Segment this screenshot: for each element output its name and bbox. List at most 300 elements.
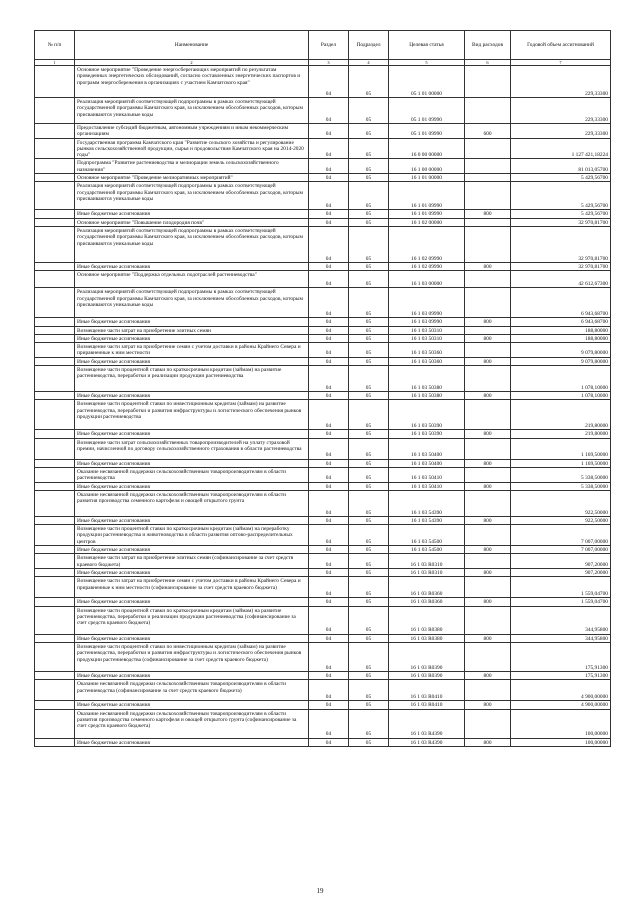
cell-vid: 800 bbox=[465, 569, 511, 577]
cell-name: Основное мероприятие "Проведение энергосберегающих мероприятий по результатам проведенных энергетических обследований, согласно составленных энергетических паспортов и программ энергосбережения в организациях с участием Камчатского края" bbox=[75, 66, 309, 98]
cell-razdel: 04 bbox=[309, 525, 349, 546]
cell-statya: 16 1 03 50390 bbox=[389, 400, 465, 430]
col-num-5: 5 bbox=[389, 60, 465, 66]
cell-name: Возмещение части затрат сельскохозяйственных товаропроизводителей на уплату страховой премии, начисленной по договору сельскохозяйственного страхования в области растениеводства bbox=[75, 438, 309, 459]
cell-number bbox=[35, 343, 75, 358]
cell-statya: 05 1 01 09990 bbox=[389, 98, 465, 124]
cell-amount: 100,00000 bbox=[511, 738, 611, 746]
cell-amount: 32 970,81700 bbox=[511, 218, 611, 226]
cell-amount: 5 429,56700 bbox=[511, 182, 611, 210]
cell-vid bbox=[465, 490, 511, 516]
document-page bbox=[34, 30, 610, 747]
cell-number bbox=[35, 138, 75, 159]
cell-name: Иные бюджетные ассигнования bbox=[75, 569, 309, 577]
cell-vid bbox=[465, 680, 511, 701]
cell-number bbox=[35, 357, 75, 365]
cell-name: Возмещение части процентной ставки по краткосрочным кредитам (займам) на развитие растениеводства, переработки и реализации продукции растениеводства (софинансирование за счет средств краевого бюджета) bbox=[75, 606, 309, 634]
cell-statya: 16 1 03 R0410 bbox=[389, 680, 465, 701]
cell-podrazdel: 05 bbox=[349, 490, 389, 516]
cell-amount: 229,33300 bbox=[511, 98, 611, 124]
cell-statya: 16 0 00 00000 bbox=[389, 138, 465, 159]
cell-vid: 800 bbox=[465, 357, 511, 365]
cell-vid: 800 bbox=[465, 598, 511, 606]
table-row bbox=[35, 226, 611, 262]
cell-razdel: 04 bbox=[309, 459, 349, 467]
cell-name: Иные бюджетные ассигнования bbox=[75, 598, 309, 606]
table-row bbox=[35, 182, 611, 210]
cell-podrazdel: 05 bbox=[349, 182, 389, 210]
cell-amount: 219,80000 bbox=[511, 400, 611, 430]
cell-podrazdel: 05 bbox=[349, 709, 389, 738]
cell-statya: 16 1 03 50410 bbox=[389, 467, 465, 482]
cell-podrazdel: 05 bbox=[349, 326, 389, 334]
cell-razdel: 04 bbox=[309, 366, 349, 392]
cell-statya: 16 1 03 50410 bbox=[389, 482, 465, 490]
cell-number bbox=[35, 516, 75, 524]
cell-amount: 6 943,68700 bbox=[511, 318, 611, 326]
cell-vid: 800 bbox=[465, 334, 511, 342]
cell-podrazdel: 05 bbox=[349, 210, 389, 218]
table-row bbox=[35, 334, 611, 342]
table-row bbox=[35, 569, 611, 577]
cell-statya: 16 1 03 50360 bbox=[389, 357, 465, 365]
cell-podrazdel: 05 bbox=[349, 598, 389, 606]
cell-name: Иные бюджетные ассигнования bbox=[75, 671, 309, 679]
cell-name: Иные бюджетные ассигнования bbox=[75, 634, 309, 642]
cell-statya: 16 1 03 R0380 bbox=[389, 634, 465, 642]
cell-name: Основное мероприятие "Поддержка отдельных подотраслей растениеводства" bbox=[75, 271, 309, 288]
cell-statya: 16 1 03 54500 bbox=[389, 525, 465, 546]
cell-razdel: 04 bbox=[309, 288, 349, 318]
table-row bbox=[35, 343, 611, 358]
cell-vid: 800 bbox=[465, 430, 511, 438]
cell-amount: 188,80000 bbox=[511, 326, 611, 334]
cell-podrazdel: 05 bbox=[349, 671, 389, 679]
table-row bbox=[35, 738, 611, 746]
cell-statya: 16 1 03 09990 bbox=[389, 318, 465, 326]
cell-razdel: 04 bbox=[309, 318, 349, 326]
cell-name: Возмещение части процентной ставки по инвестиционным кредитам (займам) на развитие растениеводства, переработки и развития инфраструктуры и логистического обеспечения рынков продукции растениеводства (софинансирование за счет средств краевого бюджета) bbox=[75, 642, 309, 671]
table-body bbox=[35, 66, 611, 747]
cell-name: Реализация мероприятий соответствующей подпрограммы в рамках соответствующей государственной программы Камчатского края, за исключением обособленных расходов, которым присваиваются уникальные коды bbox=[75, 98, 309, 124]
cell-podrazdel: 05 bbox=[349, 482, 389, 490]
cell-name: Оказание несвязанной поддержки сельскохозяйственным товаропроизводителям в области развития производства семенного картофеля и овощей открытого грунта (софинансирование за счет средств краевого бюджета) bbox=[75, 709, 309, 738]
cell-podrazdel: 05 bbox=[349, 634, 389, 642]
cell-name: Реализация мероприятий соответствующей подпрограммы в рамках соответствующей государственной программы Камчатского края, за исключением обособленных расходов, которым присваиваются уникальные коды bbox=[75, 182, 309, 210]
table-row bbox=[35, 366, 611, 392]
cell-vid bbox=[465, 182, 511, 210]
cell-podrazdel: 05 bbox=[349, 66, 389, 98]
table-row bbox=[35, 174, 611, 182]
cell-razdel: 04 bbox=[309, 98, 349, 124]
cell-statya: 16 1 03 09990 bbox=[389, 288, 465, 318]
cell-razdel: 04 bbox=[309, 430, 349, 438]
cell-podrazdel: 05 bbox=[349, 680, 389, 701]
cell-podrazdel: 05 bbox=[349, 459, 389, 467]
cell-name: Возмещение части затрат на приобретение семян с учетом доставки в районы Крайнего Севера и приравненные к ним местности bbox=[75, 343, 309, 358]
cell-podrazdel: 05 bbox=[349, 554, 389, 569]
table-row bbox=[35, 218, 611, 226]
table-row bbox=[35, 634, 611, 642]
cell-name: Подпрограмма "Развитие растениеводства и мелиорации земель сельскохозяйственного назначения" bbox=[75, 159, 309, 174]
cell-statya: 16 1 03 R0380 bbox=[389, 606, 465, 634]
table-row bbox=[35, 490, 611, 516]
cell-amount: 344,95800 bbox=[511, 606, 611, 634]
table-row bbox=[35, 262, 611, 270]
cell-statya: 16 1 03 50310 bbox=[389, 334, 465, 342]
cell-vid bbox=[465, 343, 511, 358]
cell-razdel: 04 bbox=[309, 262, 349, 270]
cell-amount: 100,00000 bbox=[511, 709, 611, 738]
header-statya: Целевая статья bbox=[389, 31, 465, 60]
cell-podrazdel: 05 bbox=[349, 642, 389, 671]
cell-name: Иные бюджетные ассигнования bbox=[75, 318, 309, 326]
cell-statya: 16 1 02 00000 bbox=[389, 218, 465, 226]
cell-vid: 800 bbox=[465, 210, 511, 218]
cell-number bbox=[35, 577, 75, 598]
cell-vid bbox=[465, 288, 511, 318]
table-row bbox=[35, 271, 611, 288]
cell-vid: 800 bbox=[465, 262, 511, 270]
cell-razdel: 04 bbox=[309, 482, 349, 490]
header-name: Наименование bbox=[75, 31, 309, 60]
cell-number bbox=[35, 569, 75, 577]
cell-statya: 16 1 03 50360 bbox=[389, 343, 465, 358]
cell-razdel: 04 bbox=[309, 343, 349, 358]
cell-podrazdel: 05 bbox=[349, 288, 389, 318]
table-row bbox=[35, 459, 611, 467]
cell-number bbox=[35, 482, 75, 490]
cell-amount: 7 007,00000 bbox=[511, 546, 611, 554]
cell-razdel: 04 bbox=[309, 671, 349, 679]
cell-podrazdel: 05 bbox=[349, 262, 389, 270]
cell-name: Иные бюджетные ассигнования bbox=[75, 430, 309, 438]
cell-number bbox=[35, 218, 75, 226]
table-row bbox=[35, 525, 611, 546]
table-row bbox=[35, 430, 611, 438]
cell-podrazdel: 05 bbox=[349, 218, 389, 226]
cell-statya: 16 1 03 R4390 bbox=[389, 738, 465, 746]
cell-number bbox=[35, 326, 75, 334]
cell-vid: 600 bbox=[465, 124, 511, 139]
cell-number bbox=[35, 680, 75, 701]
cell-vid: 800 bbox=[465, 634, 511, 642]
cell-razdel: 04 bbox=[309, 174, 349, 182]
table-row bbox=[35, 357, 611, 365]
cell-statya: 05 1 01 09990 bbox=[389, 124, 465, 139]
cell-name: Реализация мероприятий соответствующей подпрограммы в рамках соответствующей государственной программы Камчатского края, за исключением обособленных расходов, которым присваиваются уникальные коды bbox=[75, 288, 309, 318]
cell-razdel: 04 bbox=[309, 218, 349, 226]
cell-statya: 16 1 01 09990 bbox=[389, 182, 465, 210]
cell-amount: 1 559,04700 bbox=[511, 577, 611, 598]
cell-statya: 16 1 03 R0310 bbox=[389, 569, 465, 577]
cell-number bbox=[35, 159, 75, 174]
cell-number bbox=[35, 467, 75, 482]
cell-podrazdel: 05 bbox=[349, 606, 389, 634]
cell-podrazdel: 05 bbox=[349, 174, 389, 182]
cell-razdel: 04 bbox=[309, 598, 349, 606]
cell-number bbox=[35, 366, 75, 392]
cell-statya: 16 1 03 54500 bbox=[389, 546, 465, 554]
cell-number bbox=[35, 318, 75, 326]
cell-amount: 5 429,56700 bbox=[511, 174, 611, 182]
cell-vid: 800 bbox=[465, 516, 511, 524]
cell-razdel: 04 bbox=[309, 159, 349, 174]
cell-vid bbox=[465, 438, 511, 459]
cell-podrazdel: 05 bbox=[349, 701, 389, 709]
table-row bbox=[35, 210, 611, 218]
table-row bbox=[35, 598, 611, 606]
cell-statya: 16 1 03 00000 bbox=[389, 271, 465, 288]
cell-statya: 16 1 00 00000 bbox=[389, 159, 465, 174]
cell-amount: 6 943,68700 bbox=[511, 288, 611, 318]
cell-razdel: 04 bbox=[309, 392, 349, 400]
cell-number bbox=[35, 226, 75, 262]
cell-statya: 16 1 01 09990 bbox=[389, 210, 465, 218]
cell-vid bbox=[465, 467, 511, 482]
cell-razdel: 04 bbox=[309, 606, 349, 634]
cell-podrazdel: 05 bbox=[349, 357, 389, 365]
header-amount: Годовой объем ассигнований bbox=[511, 31, 611, 60]
cell-name: Предоставление субсидий бюджетным, автономным учреждениям и иным некоммерческим организациям bbox=[75, 124, 309, 139]
cell-statya: 16 1 03 54390 bbox=[389, 490, 465, 516]
cell-amount: 7 007,00000 bbox=[511, 525, 611, 546]
col-num-4: 4 bbox=[349, 60, 389, 66]
table-row bbox=[35, 124, 611, 139]
cell-amount: 175,91300 bbox=[511, 642, 611, 671]
cell-amount: 1 169,50000 bbox=[511, 459, 611, 467]
cell-number bbox=[35, 288, 75, 318]
cell-amount: 9 079,80000 bbox=[511, 357, 611, 365]
cell-statya: 16 1 03 50400 bbox=[389, 438, 465, 459]
cell-number bbox=[35, 430, 75, 438]
cell-podrazdel: 05 bbox=[349, 516, 389, 524]
cell-name: Возмещение части процентной ставки по инвестиционным кредитам (займам) на развитие растениеводства, переработки и развития инфраструктуры и логистического обеспечения рынков продукции растениеводства bbox=[75, 400, 309, 430]
cell-razdel: 04 bbox=[309, 271, 349, 288]
table-row bbox=[35, 138, 611, 159]
table-row bbox=[35, 66, 611, 98]
cell-statya: 16 1 02 09990 bbox=[389, 262, 465, 270]
cell-vid: 800 bbox=[465, 482, 511, 490]
cell-name: Иные бюджетные ассигнования bbox=[75, 262, 309, 270]
cell-podrazdel: 05 bbox=[349, 577, 389, 598]
cell-number bbox=[35, 334, 75, 342]
col-num-2: 2 bbox=[75, 60, 309, 66]
cell-vid: 800 bbox=[465, 459, 511, 467]
cell-statya: 16 1 03 R0390 bbox=[389, 642, 465, 671]
cell-name: Возмещение части затрат на приобретение элитных семян (софинансирование за счет средств краевого бюджета) bbox=[75, 554, 309, 569]
cell-number bbox=[35, 271, 75, 288]
cell-number bbox=[35, 634, 75, 642]
cell-vid: 800 bbox=[465, 738, 511, 746]
cell-vid: 800 bbox=[465, 318, 511, 326]
cell-number bbox=[35, 701, 75, 709]
col-num-6: 6 bbox=[465, 60, 511, 66]
cell-amount: 32 970,81700 bbox=[511, 226, 611, 262]
cell-number bbox=[35, 459, 75, 467]
cell-podrazdel: 05 bbox=[349, 392, 389, 400]
cell-name: Иные бюджетные ассигнования bbox=[75, 701, 309, 709]
cell-number bbox=[35, 490, 75, 516]
cell-vid bbox=[465, 525, 511, 546]
cell-statya: 16 1 03 50310 bbox=[389, 326, 465, 334]
cell-podrazdel: 05 bbox=[349, 343, 389, 358]
cell-vid: 800 bbox=[465, 546, 511, 554]
cell-name: Возмещение части затрат на приобретение элитных семян bbox=[75, 326, 309, 334]
cell-podrazdel: 05 bbox=[349, 159, 389, 174]
cell-podrazdel: 05 bbox=[349, 271, 389, 288]
table-row bbox=[35, 606, 611, 634]
cell-razdel: 04 bbox=[309, 516, 349, 524]
cell-name: Иные бюджетные ассигнования bbox=[75, 357, 309, 365]
cell-razdel: 04 bbox=[309, 226, 349, 262]
cell-podrazdel: 05 bbox=[349, 138, 389, 159]
cell-name: Государственная программа Камчатского края "Развитие сельского хозяйства и регулирование рынков сельскохозяйственной продукции, сырья и продовольствия Камчатского края на 2014-2020 годы" bbox=[75, 138, 309, 159]
header-vid: Вид расходов bbox=[465, 31, 511, 60]
cell-name: Иные бюджетные ассигнования bbox=[75, 482, 309, 490]
cell-podrazdel: 05 bbox=[349, 334, 389, 342]
cell-vid bbox=[465, 98, 511, 124]
cell-amount: 922,50000 bbox=[511, 490, 611, 516]
cell-vid bbox=[465, 138, 511, 159]
cell-vid: 800 bbox=[465, 701, 511, 709]
table-row bbox=[35, 467, 611, 482]
cell-amount: 81 013,05700 bbox=[511, 159, 611, 174]
table-row bbox=[35, 516, 611, 524]
cell-number bbox=[35, 642, 75, 671]
table-row bbox=[35, 577, 611, 598]
cell-name: Иные бюджетные ассигнования bbox=[75, 738, 309, 746]
cell-amount: 9 079,80000 bbox=[511, 343, 611, 358]
cell-name: Иные бюджетные ассигнования bbox=[75, 334, 309, 342]
cell-razdel: 04 bbox=[309, 738, 349, 746]
cell-name: Возмещение части затрат на приобретение семян с учетом доставки в районы Крайнего Севера и приравненные к ним местности (софинансирование за счет средств краевого бюджета) bbox=[75, 577, 309, 598]
cell-number bbox=[35, 124, 75, 139]
col-num-1: 1 bbox=[35, 60, 75, 66]
cell-amount: 907,20000 bbox=[511, 569, 611, 577]
cell-podrazdel: 05 bbox=[349, 438, 389, 459]
cell-amount: 175,91300 bbox=[511, 671, 611, 679]
cell-podrazdel: 05 bbox=[349, 569, 389, 577]
cell-podrazdel: 05 bbox=[349, 738, 389, 746]
table-row bbox=[35, 392, 611, 400]
cell-name: Возмещение части процентной ставки по краткосрочным кредитам (займам) на переработку продукции растениеводства и животноводства в области развития оптово-распределительных центров bbox=[75, 525, 309, 546]
cell-podrazdel: 05 bbox=[349, 467, 389, 482]
cell-amount: 1 127 421,18224 bbox=[511, 138, 611, 159]
cell-name: Оказание несвязанной поддержки сельскохозяйственным товаропроизводителям в области растениеводства bbox=[75, 467, 309, 482]
cell-statya: 16 1 03 50390 bbox=[389, 430, 465, 438]
cell-vid bbox=[465, 159, 511, 174]
header-number: № п/п bbox=[35, 31, 75, 60]
cell-number bbox=[35, 400, 75, 430]
cell-razdel: 04 bbox=[309, 709, 349, 738]
cell-statya: 16 1 03 R0310 bbox=[389, 554, 465, 569]
cell-podrazdel: 05 bbox=[349, 400, 389, 430]
cell-name: Иные бюджетные ассигнования bbox=[75, 516, 309, 524]
cell-number bbox=[35, 738, 75, 746]
cell-razdel: 04 bbox=[309, 210, 349, 218]
cell-amount: 1 078,10000 bbox=[511, 366, 611, 392]
cell-number bbox=[35, 262, 75, 270]
header-podrazdel: Подраздел bbox=[349, 31, 389, 60]
cell-vid bbox=[465, 366, 511, 392]
cell-number bbox=[35, 98, 75, 124]
cell-vid bbox=[465, 326, 511, 334]
cell-amount: 5 338,50000 bbox=[511, 482, 611, 490]
cell-razdel: 04 bbox=[309, 138, 349, 159]
table-row bbox=[35, 159, 611, 174]
cell-vid bbox=[465, 218, 511, 226]
table-row bbox=[35, 546, 611, 554]
cell-razdel: 04 bbox=[309, 66, 349, 98]
cell-name: Возмещение части процентной ставки по краткосрочным кредитам (займам) на развитие растениеводства, переработки и реализации продукции растениеводства bbox=[75, 366, 309, 392]
cell-podrazdel: 05 bbox=[349, 366, 389, 392]
cell-podrazdel: 05 bbox=[349, 546, 389, 554]
cell-name: Основное мероприятие "Повышение плодородия почв" bbox=[75, 218, 309, 226]
cell-statya: 05 1 01 00000 bbox=[389, 66, 465, 98]
cell-statya: 16 1 03 50380 bbox=[389, 366, 465, 392]
cell-statya: 16 1 03 R0410 bbox=[389, 701, 465, 709]
cell-podrazdel: 05 bbox=[349, 318, 389, 326]
cell-razdel: 04 bbox=[309, 569, 349, 577]
cell-number bbox=[35, 174, 75, 182]
cell-statya: 16 1 03 50400 bbox=[389, 459, 465, 467]
table-row bbox=[35, 438, 611, 459]
col-num-7: 7 bbox=[511, 60, 611, 66]
cell-razdel: 04 bbox=[309, 546, 349, 554]
cell-number bbox=[35, 598, 75, 606]
table-row bbox=[35, 701, 611, 709]
cell-amount: 4 900,00000 bbox=[511, 701, 611, 709]
cell-amount: 229,33300 bbox=[511, 124, 611, 139]
table-row bbox=[35, 326, 611, 334]
cell-statya: 16 1 01 00000 bbox=[389, 174, 465, 182]
cell-statya: 16 1 03 54390 bbox=[389, 516, 465, 524]
cell-podrazdel: 05 bbox=[349, 430, 389, 438]
table-row bbox=[35, 680, 611, 701]
cell-razdel: 04 bbox=[309, 490, 349, 516]
cell-number bbox=[35, 709, 75, 738]
cell-amount: 5 429,56700 bbox=[511, 210, 611, 218]
cell-vid: 800 bbox=[465, 671, 511, 679]
cell-statya: 16 1 03 R4390 bbox=[389, 709, 465, 738]
col-num-3: 3 bbox=[309, 60, 349, 66]
page-number: 19 bbox=[316, 887, 324, 895]
cell-number bbox=[35, 606, 75, 634]
table-row bbox=[35, 554, 611, 569]
cell-razdel: 04 bbox=[309, 357, 349, 365]
cell-razdel: 04 bbox=[309, 554, 349, 569]
cell-amount: 219,80000 bbox=[511, 430, 611, 438]
cell-statya: 16 1 03 R0360 bbox=[389, 598, 465, 606]
budget-table bbox=[34, 30, 611, 747]
table-row bbox=[35, 709, 611, 738]
cell-number bbox=[35, 525, 75, 546]
cell-razdel: 04 bbox=[309, 680, 349, 701]
cell-name: Иные бюджетные ассигнования bbox=[75, 210, 309, 218]
cell-statya: 16 1 03 50380 bbox=[389, 392, 465, 400]
cell-name: Оказание несвязанной поддержки сельскохозяйственным товаропроизводителям в области растениеводства (софинансирование за счет средств краевого бюджета) bbox=[75, 680, 309, 701]
cell-amount: 42 612,67300 bbox=[511, 271, 611, 288]
cell-razdel: 04 bbox=[309, 400, 349, 430]
cell-amount: 1 559,04700 bbox=[511, 598, 611, 606]
table-row bbox=[35, 400, 611, 430]
cell-razdel: 04 bbox=[309, 467, 349, 482]
cell-amount: 229,33300 bbox=[511, 66, 611, 98]
cell-statya: 16 1 03 R0390 bbox=[389, 671, 465, 679]
cell-name: Иные бюджетные ассигнования bbox=[75, 546, 309, 554]
cell-number bbox=[35, 546, 75, 554]
